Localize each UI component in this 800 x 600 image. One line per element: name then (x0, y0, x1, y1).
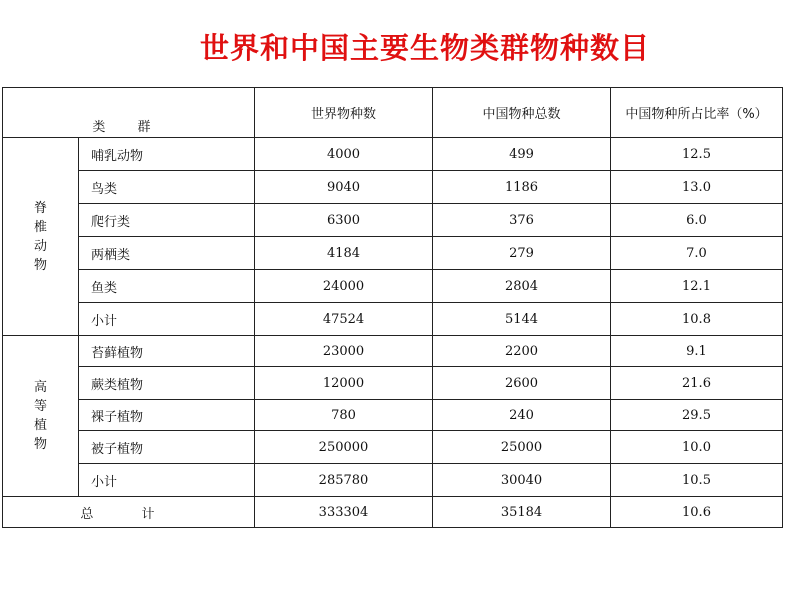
china-ratio: 10.5 (611, 464, 783, 497)
china-ratio: 10.6 (611, 497, 783, 528)
china-count: 5144 (433, 303, 611, 336)
table-row (3, 138, 783, 171)
world-count: 9040 (255, 171, 433, 204)
group-label-vertebrates: 脊 椎 动 物 (3, 138, 79, 336)
table-row (3, 400, 783, 431)
world-count: 24000 (255, 270, 433, 303)
header-china-ratio: 中国物种所占比率（%） (611, 88, 783, 138)
world-count: 6300 (255, 204, 433, 237)
table-row-subtotal (3, 303, 783, 336)
total-label: 总 计 (3, 497, 255, 528)
china-ratio: 6.0 (611, 204, 783, 237)
china-ratio: 21.6 (611, 367, 783, 400)
china-ratio: 12.1 (611, 270, 783, 303)
table-row (3, 367, 783, 400)
table-row-subtotal (3, 464, 783, 497)
china-count: 25000 (433, 431, 611, 464)
species-table (2, 87, 783, 528)
row-name: 鱼类 (79, 270, 255, 303)
world-count: 4000 (255, 138, 433, 171)
china-ratio: 29.5 (611, 400, 783, 431)
row-name: 小计 (79, 464, 255, 497)
china-count: 279 (433, 237, 611, 270)
table-row-total (3, 497, 783, 528)
table-row (3, 336, 783, 367)
world-count: 285780 (255, 464, 433, 497)
row-name: 爬行类 (79, 204, 255, 237)
table-header-row (3, 88, 783, 138)
world-count: 47524 (255, 303, 433, 336)
page-title: 世界和中国主要生物类群物种数目 (199, 31, 650, 65)
china-count: 1186 (433, 171, 611, 204)
table-row (3, 270, 783, 303)
china-ratio: 7.0 (611, 237, 783, 270)
row-name: 小计 (79, 303, 255, 336)
header-china-species: 中国物种总数 (433, 88, 611, 138)
world-count: 780 (255, 400, 433, 431)
row-name: 哺乳动物 (79, 138, 255, 171)
china-count: 499 (433, 138, 611, 171)
china-ratio: 9.1 (611, 336, 783, 367)
header-world-species: 世界物种数 (255, 88, 433, 138)
world-count: 333304 (255, 497, 433, 528)
world-count: 4184 (255, 237, 433, 270)
group-label-higher-plants: 高 等 植 物 (3, 336, 79, 497)
row-name: 苔藓植物 (79, 336, 255, 367)
row-name: 鸟类 (79, 171, 255, 204)
world-count: 12000 (255, 367, 433, 400)
header-category: 类 群 (3, 88, 255, 138)
row-name: 蕨类植物 (79, 367, 255, 400)
row-name: 裸子植物 (79, 400, 255, 431)
china-ratio: 13.0 (611, 171, 783, 204)
table-row (3, 237, 783, 270)
table-row (3, 171, 783, 204)
china-count: 2804 (433, 270, 611, 303)
china-count: 240 (433, 400, 611, 431)
table-row (3, 431, 783, 464)
row-name: 两栖类 (79, 237, 255, 270)
china-count: 2600 (433, 367, 611, 400)
world-count: 23000 (255, 336, 433, 367)
china-ratio: 12.5 (611, 138, 783, 171)
china-ratio: 10.0 (611, 431, 783, 464)
china-count: 35184 (433, 497, 611, 528)
china-count: 2200 (433, 336, 611, 367)
china-count: 30040 (433, 464, 611, 497)
china-count: 376 (433, 204, 611, 237)
row-name: 被子植物 (79, 431, 255, 464)
table-row (3, 204, 783, 237)
china-ratio: 10.8 (611, 303, 783, 336)
world-count: 250000 (255, 431, 433, 464)
